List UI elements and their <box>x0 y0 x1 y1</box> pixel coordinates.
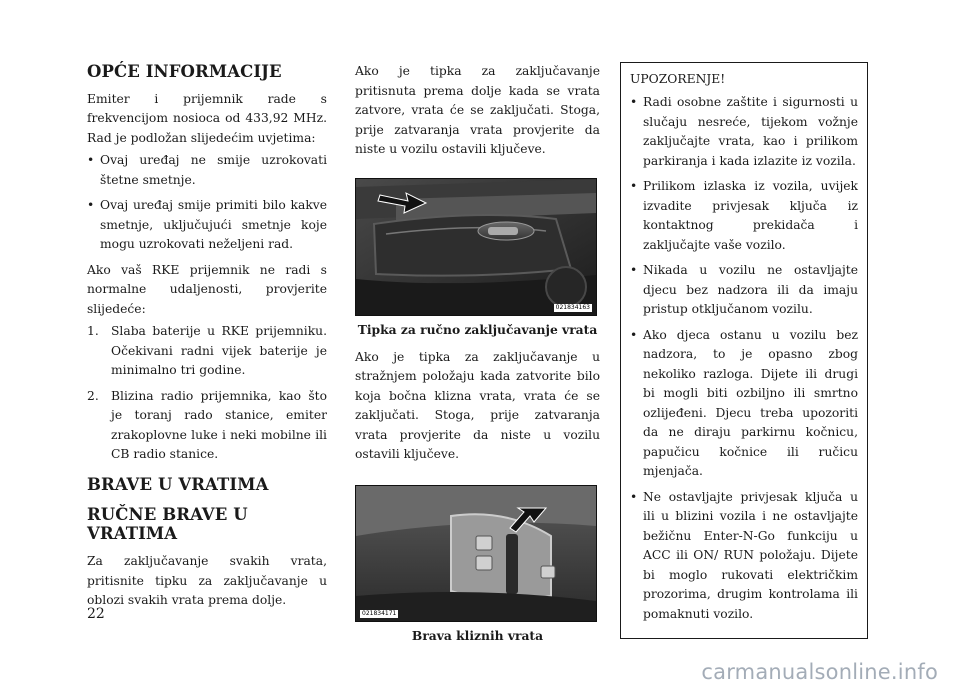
check-number: 2. <box>87 388 99 403</box>
checks-list <box>87 322 327 465</box>
warning-list <box>630 93 858 624</box>
heading-manual-door-locks: RUČNE BRAVE U VRATIMA <box>87 504 248 544</box>
conditions-list <box>87 151 327 255</box>
door-panel-illustration <box>356 179 596 315</box>
left-column <box>87 62 327 614</box>
check-text: Blizina radio prijemnika, kao što je toranj rado stanice, emiter zrakoplovne luke i neki mobilne ili CB radio stanice. <box>111 388 327 462</box>
figure-caption: Tipka za ručno zaključavanje vrata <box>357 321 598 337</box>
lock-button-paragraph: Ako je tipka za zaključavanje pritisnuta prema dolje kada se vrata zatvore, vrata će se zaključati. Stoga, prije zatvaranja vrata provjerite da niste u vozilu ostavili ključeve. <box>355 64 600 156</box>
figure-code: 021834171 <box>362 609 397 617</box>
warning-item: • Radi osobne zaštite i sigurnosti u slučaju nesreće, tijekom vožnje zaključajte vrata, kao i prilikom parkiranja i kada izlazite iz vozila. <box>630 93 858 171</box>
check-text: Slaba baterije u RKE prijemniku. Očekivani radni vijek baterije je minimalno tri godine. <box>111 324 327 378</box>
warning-title: UPOZORENJE! <box>630 72 726 86</box>
watermark: carmanualsonline.info <box>701 660 938 684</box>
warning-item: • Nikada u vozilu ne ostavljajte djecu bez nadzora ili da imaju pristup otključanom vozilu. <box>630 261 858 320</box>
warning-item: • Ne ostavljajte privjesak ključa u ili u blizini vozila i ne ostavljajte bežičnu Enter-N-Go funkciju u ACC ili ON/ RUN položaju. Dijete bi moglo rukovati električkim prozorima, drugim kontrolama ili pomaknuti vozilo. <box>630 488 858 625</box>
check-item <box>87 322 327 381</box>
warning-box <box>620 62 868 639</box>
warning-item: • Prilikom izlaska iz vozila, uvijek izvadite privjesak ključa iz kontaktnog prekidača i zaključajte vaše vozilo. <box>630 177 858 255</box>
check-number: 1. <box>87 324 99 339</box>
figure-code: 021834163 <box>555 303 590 311</box>
manual-lock-paragraph: Za zaključavanje svakih vrata, pritisnite tipku za zaključavanje u oblozi svakih vrata prema dolje. <box>87 554 327 608</box>
heading-general-info: OPĆE INFORMACIJE <box>87 62 282 81</box>
heading-door-locks: BRAVE U VRATIMA <box>87 474 269 494</box>
sliding-door-illustration <box>356 486 596 621</box>
intro-paragraph: Emiter i prijemnik rade s frekvencijom nosioca od 433,92 MHz. Rad je podložan slijedećim uvjetima: <box>87 91 327 145</box>
figure-caption: Brava kliznih vrata <box>411 627 544 643</box>
right-column <box>620 62 868 639</box>
warning-item: • Ako djeca ostanu u vozilu bez nadzora, to je opasno zbog nekoliko razloga. Dijete ili drugi bi mogli biti ozbiljno ili smrtno ozlijeđeni. Djecu treba upozoriti da ne diraju parkirnu kočnicu, papučicu kočnice ili ručicu mjenjača. <box>630 326 858 482</box>
check-item <box>87 387 327 465</box>
check-intro-paragraph: Ako vaš RKE prijemnik ne radi s normalne udaljenosti, provjerite slijedeće: <box>87 262 327 316</box>
sliding-door-lock-photo <box>355 485 597 622</box>
sliding-door-paragraph: Ako je tipka za zaključavanje u stražnjem položaju kada zatvorite bilo koja bočna klizna vrata, vrata će se zaključati. Stoga, prije zatvaranja vrata provjerite da niste u vozilu ostavili ključeve. <box>355 349 600 461</box>
condition-item: • Ovaj uređaj smije primiti bilo kakve smetnje, uključujući smetnje koje mogu uzrokovati neželjeni rad. <box>87 196 327 255</box>
door-lock-photo <box>355 178 597 316</box>
condition-item: • Ovaj uređaj ne smije uzrokovati štetne smetnje. <box>87 151 327 190</box>
middle-column <box>355 62 600 654</box>
page-number: 22 <box>87 606 105 622</box>
